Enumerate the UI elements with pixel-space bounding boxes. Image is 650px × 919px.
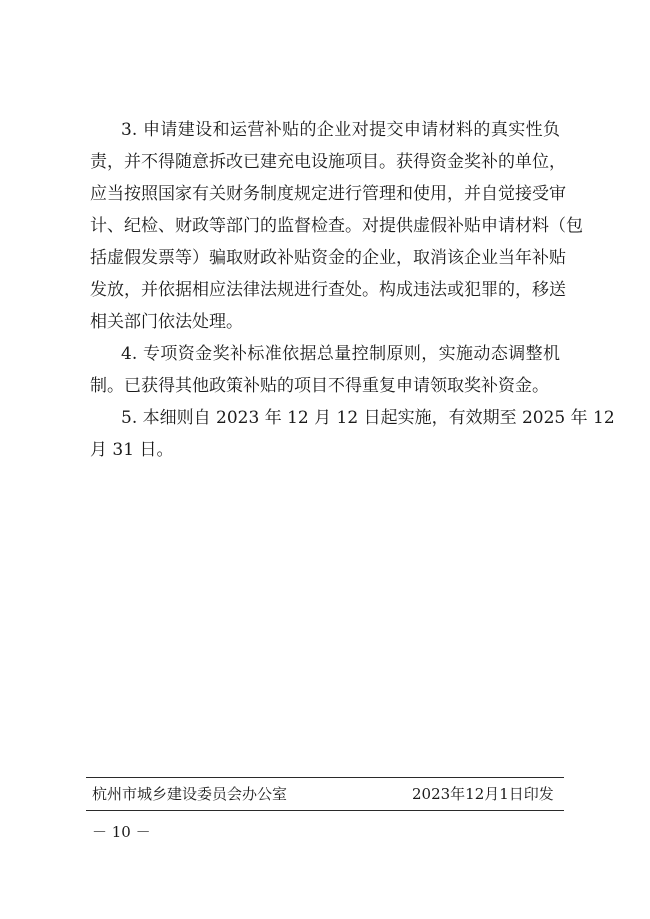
paragraph-4-line-2: 制。已获得其他政策补贴的项目不得重复申请领取奖补资金。 bbox=[90, 376, 549, 396]
footer-print-date: 2023年12月1日印发 bbox=[412, 785, 554, 803]
paragraph-3-line-3: 应当按照国家有关财务制度规定进行管理和使用，并自觉接受审 bbox=[90, 184, 566, 204]
footer-top-rule bbox=[86, 777, 564, 778]
footer-bottom-rule bbox=[86, 810, 564, 811]
paragraph-3-line-1: 3. 申请建设和运营补贴的企业对提交申请材料的真实性负 bbox=[121, 120, 560, 140]
paragraph-3-line-7: 相关部门依法处理。 bbox=[90, 312, 243, 332]
paragraph-3-line-6: 发放，并依据相应法律法规进行查处。构成违法或犯罪的，移送 bbox=[90, 280, 566, 300]
paragraph-5-line-2: 月 31 日。 bbox=[90, 440, 174, 460]
paragraph-3-line-4: 计、纪检、财政等部门的监督检查。对提供虚假补贴申请材料（包 bbox=[90, 216, 583, 236]
paragraph-3-line-2: 责，并不得随意拆改已建充电设施项目。获得资金奖补的单位， bbox=[90, 152, 566, 172]
paragraph-5-line-1: 5. 本细则自 2023 年 12 月 12 日起实施，有效期至 2025 年 12 bbox=[121, 408, 615, 428]
paragraph-4-line-1: 4. 专项资金奖补标准依据总量控制原则，实施动态调整机 bbox=[121, 344, 560, 364]
footer-issuer: 杭州市城乡建设委员会办公室 bbox=[92, 785, 288, 803]
paragraph-3-line-5: 括虚假发票等）骗取财政补贴资金的企业，取消该企业当年补贴 bbox=[90, 248, 566, 268]
page-number: － 10 － bbox=[92, 823, 151, 841]
